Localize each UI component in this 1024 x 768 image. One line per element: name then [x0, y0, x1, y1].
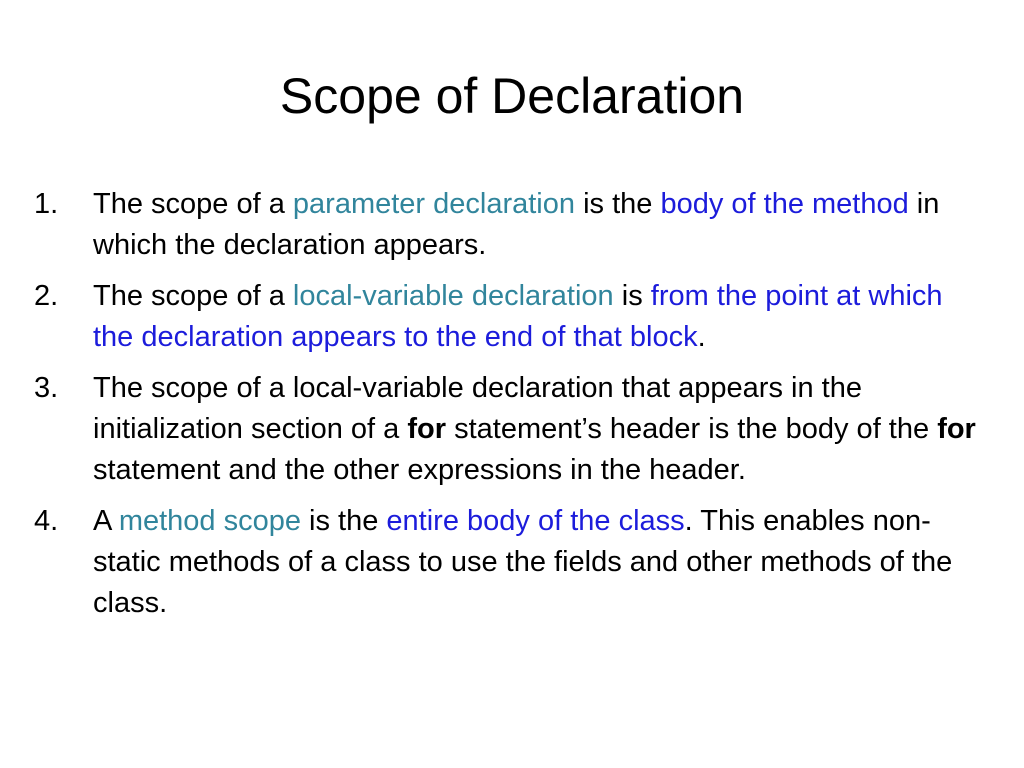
slide-title: Scope of Declaration [279, 68, 745, 124]
text-segment: is [613, 280, 651, 312]
item-text [93, 280, 943, 353]
text-segment: A [93, 505, 119, 537]
item-number: 2. [34, 280, 59, 312]
text-segment: . This enables non-static methods of a class to use the fields and other methods of the class. [93, 505, 953, 619]
item-number: 4. [34, 505, 59, 537]
term-highlight: parameter declaration [292, 188, 576, 220]
list-item [34, 368, 984, 491]
item-text [93, 188, 939, 261]
term-highlight: local-variable declaration [292, 280, 614, 312]
text-segment: in which the declaration appears. [93, 188, 940, 261]
item-number: 3. [34, 372, 59, 404]
text-segment: The scope of a local-variable declaration that appears in the initialization section of a [93, 372, 862, 445]
emphasis-highlight: from the point at which the declaration appears to the end of that block [93, 280, 943, 353]
item-text [93, 505, 952, 619]
text-segment: is the [575, 188, 661, 220]
emphasis-highlight: body of the method [660, 188, 909, 220]
list-item [34, 276, 984, 358]
text-segment: statement and the other expressions in the header. [93, 454, 746, 486]
text-segment: statement’s header is the body of the [446, 413, 938, 445]
text-segment: is the [300, 505, 387, 537]
text-segment: The scope of a [93, 188, 293, 220]
list-item [34, 501, 984, 624]
term-highlight: method scope [118, 505, 301, 537]
emphasis-highlight: entire body of the class [386, 505, 685, 537]
keyword-for: for [937, 413, 976, 445]
numbered-list [34, 184, 984, 634]
item-number: 1. [34, 188, 59, 220]
keyword-for: for [407, 413, 447, 445]
list-item [34, 184, 984, 266]
text-segment: The scope of a [93, 280, 293, 312]
text-segment: . [697, 321, 706, 353]
item-text [93, 372, 976, 486]
